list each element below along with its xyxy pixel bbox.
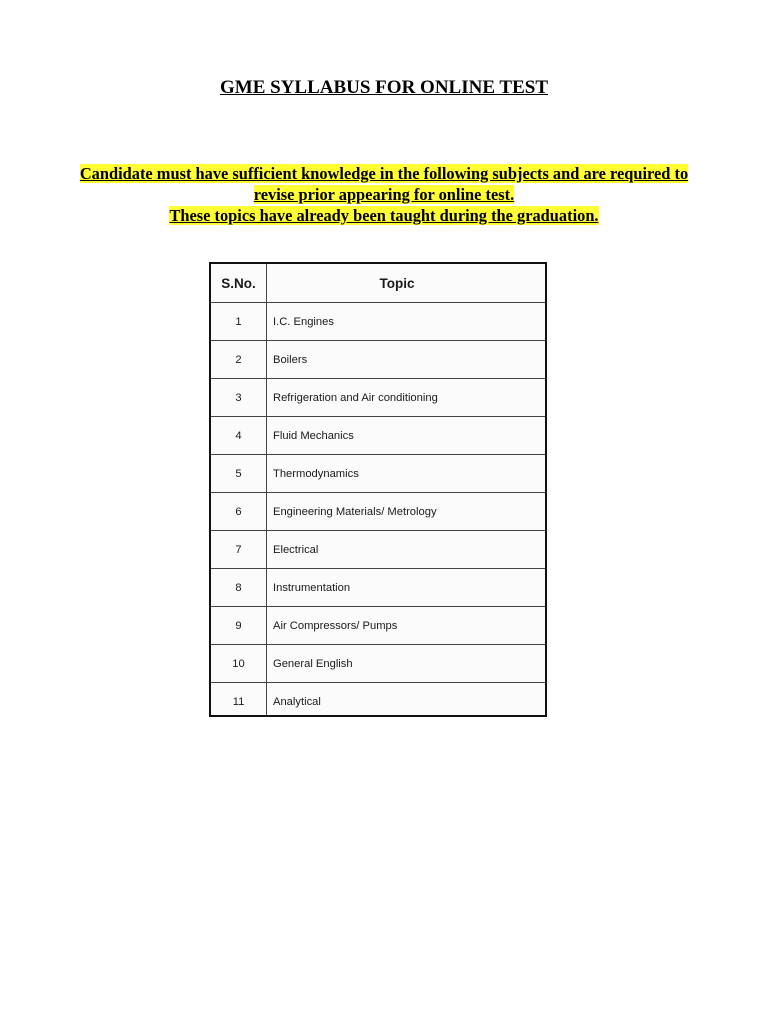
table-row (211, 569, 545, 607)
column-header-topic: Topic (267, 264, 546, 303)
table-row (211, 379, 545, 417)
sno-cell: 4 (211, 417, 267, 455)
notice-text: These topics have already been taught during the graduation. (169, 206, 599, 225)
topic-cell: General English (267, 645, 546, 683)
sno-cell: 7 (211, 531, 267, 569)
notice-line (40, 184, 728, 205)
notice-line (40, 205, 728, 226)
page-title (0, 76, 768, 100)
page-title-text: GME SYLLABUS FOR ONLINE TEST (219, 77, 548, 98)
topic-cell: Boilers (267, 341, 546, 379)
sno-cell: 2 (211, 341, 267, 379)
topics-table (211, 264, 545, 717)
sno-cell: 9 (211, 607, 267, 645)
table-row (211, 455, 545, 493)
topics-table-scan (209, 262, 547, 717)
sno-cell: 5 (211, 455, 267, 493)
sno-cell: 8 (211, 569, 267, 607)
sno-cell: 10 (211, 645, 267, 683)
sno-cell: 1 (211, 303, 267, 341)
notice-text: revise prior appearing for online test. (253, 185, 515, 204)
topic-cell: Engineering Materials/ Metrology (267, 493, 546, 531)
table-row (211, 683, 545, 718)
topic-cell: Refrigeration and Air conditioning (267, 379, 546, 417)
table-row (211, 417, 545, 455)
column-header-sno: S.No. (211, 264, 267, 303)
topic-cell: Air Compressors/ Pumps (267, 607, 546, 645)
sno-cell: 3 (211, 379, 267, 417)
table-header-row (211, 264, 545, 303)
topic-cell: Thermodynamics (267, 455, 546, 493)
sno-cell: 6 (211, 493, 267, 531)
table-row (211, 303, 545, 341)
topic-cell: Analytical (267, 683, 546, 718)
topic-cell: Electrical (267, 531, 546, 569)
table-row (211, 493, 545, 531)
sno-cell: 11 (211, 683, 267, 718)
topic-cell: Fluid Mechanics (267, 417, 546, 455)
table-row (211, 607, 545, 645)
topic-cell: I.C. Engines (267, 303, 546, 341)
table-row (211, 341, 545, 379)
notice-block (40, 163, 728, 226)
table-row (211, 645, 545, 683)
table-row (211, 531, 545, 569)
notice-text: Candidate must have sufficient knowledge in the following subjects and are required to (79, 164, 689, 183)
topic-cell: Instrumentation (267, 569, 546, 607)
notice-line (40, 163, 728, 184)
